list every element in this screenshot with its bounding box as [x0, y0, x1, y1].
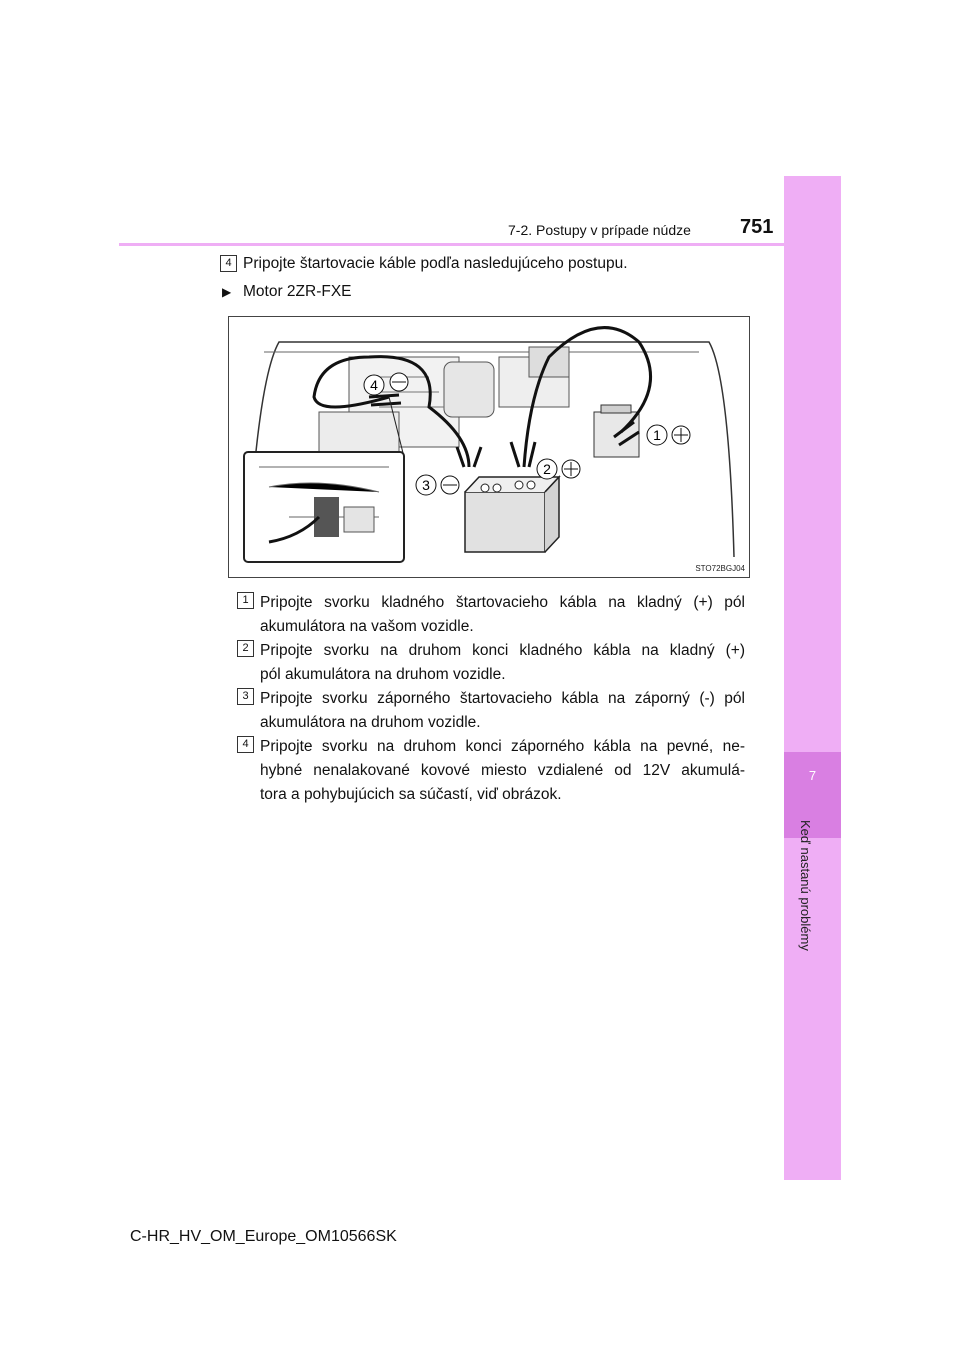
step-number-box: 4 — [220, 255, 237, 272]
instruction-line: Pripojte svorku na druhom konci kladného kábla na kladný (+) — [260, 642, 745, 659]
callout-4: 4 — [370, 377, 378, 393]
callout-2: 2 — [543, 461, 551, 477]
instruction-number-box: 2 — [237, 640, 254, 657]
instruction-line: Pripojte svorku na druhom konci záporného kábla na pevné, ne- — [260, 738, 745, 755]
instruction-item — [260, 735, 745, 807]
instruction-number-box: 1 — [237, 592, 254, 609]
chapter-number: 7 — [808, 768, 817, 783]
engine-bay-drawing — [229, 317, 749, 577]
instruction-line: Pripojte svorku kladného štartovacieho kábla na kladný (+) pól — [260, 594, 745, 611]
header-rule — [119, 243, 841, 246]
instruction-line: Pripojte svorku záporného štartovacieho kábla na záporný (-) pól — [260, 690, 745, 707]
instruction-line: akumulátora na vašom vozidle. — [260, 618, 474, 635]
instruction-line: tora a pohybujúcich sa súčastí, viď obrázok. — [260, 786, 562, 803]
instruction-line: akumulátora na druhom vozidle. — [260, 714, 481, 731]
section-title: 7-2. Postupy v prípade núdze — [508, 222, 691, 238]
instruction-line: hybné nenalakované kovové miesto vzdialené od 12V akumulá- — [260, 762, 745, 779]
step-text: Pripojte štartovacie káble podľa nasledujúceho postupu. — [243, 255, 628, 272]
document-footer: C-HR_HV_OM_Europe_OM10566SK — [130, 1228, 397, 1245]
engine-bay-illustration — [228, 316, 750, 578]
chapter-title: Keď nastanú problémy — [798, 820, 813, 951]
figure-code: STO72BGJ04 — [695, 564, 745, 573]
chapter-side-tab — [784, 176, 841, 1180]
instruction-item — [260, 639, 745, 687]
instruction-item — [260, 687, 745, 735]
engine-label: Motor 2ZR-FXE — [243, 283, 352, 300]
instruction-number-box: 4 — [237, 736, 254, 753]
instruction-item — [260, 591, 745, 639]
instruction-line: pól akumulátora na druhom vozidle. — [260, 666, 506, 683]
triangle-bullet-icon: ▶ — [222, 285, 232, 299]
callout-3: 3 — [422, 477, 430, 493]
page-number: 751 — [740, 216, 774, 238]
callout-1: 1 — [653, 427, 661, 443]
instruction-number-box: 3 — [237, 688, 254, 705]
